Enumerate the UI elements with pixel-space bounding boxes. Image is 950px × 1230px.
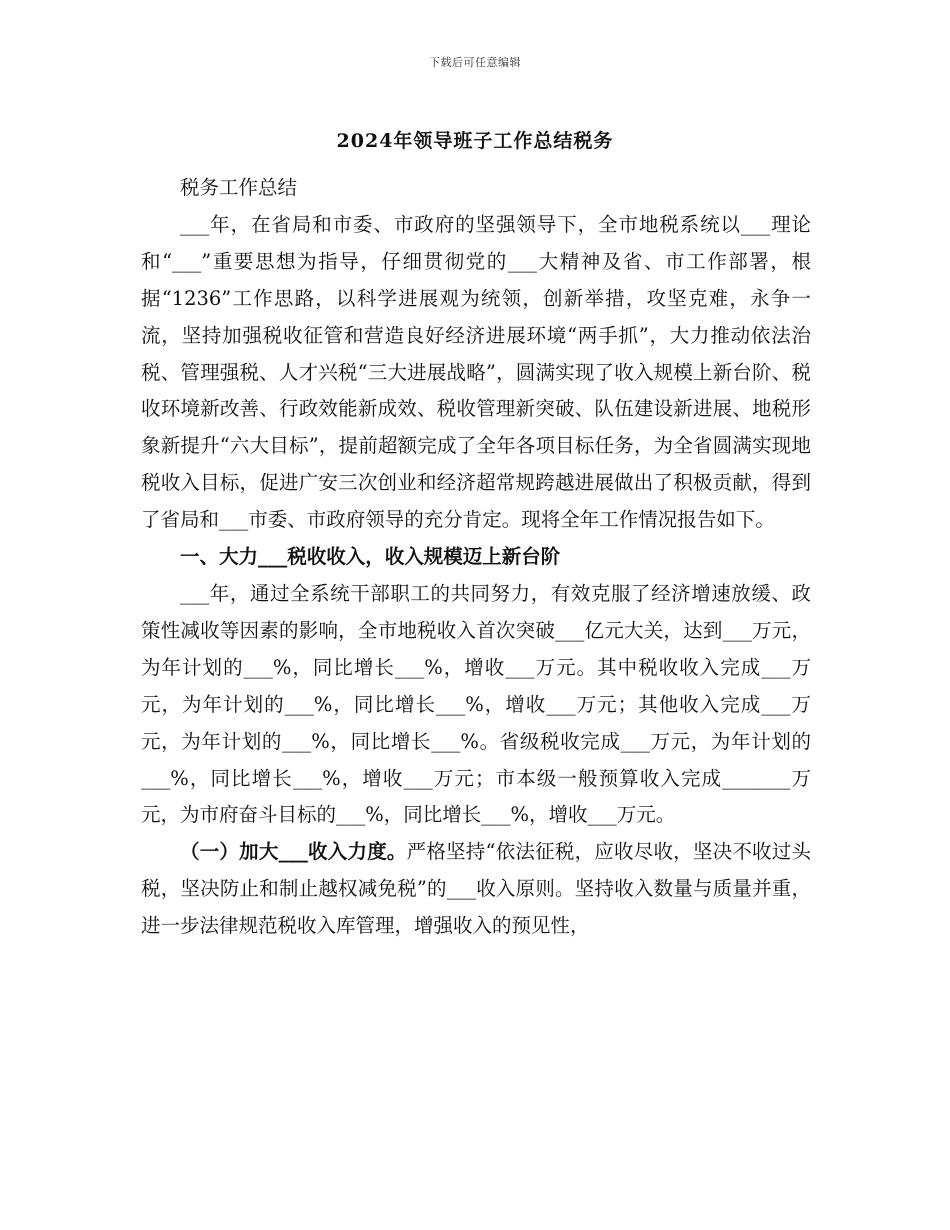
document-subtitle: 税务工作总结 bbox=[180, 176, 298, 199]
subsection-1-paragraph bbox=[141, 834, 811, 945]
document-body bbox=[141, 170, 811, 945]
intro-paragraph: ___年，在省局和市委、市政府的坚强领导下，全市地税系统以___理论和“___”重要思想为指导，仔细贯彻党的___大精神及省、市工作部署，根据“1236”工作思路，以科学进展观为统领，创新举措，攻坚克难，永争一流，坚持加强税收征管和营造良好经济进展环境“两手抓”，大力推动依法治税、管理强税、人才兴税“三大进展战略”，圆满实现了收入规模上新台阶、税收环境新改善、行政效能新成效、税收管理新突破、队伍建设新进展、地税形象新提升“六大目标”，提前超额完成了全年各项目标任务，为全省圆满实现地税收入目标，促进广安三次创业和经济超常规跨越进展做出了积极贡献，得到了省局和___市委、市政府领导的充分肯定。现将全年工作情况报告如下。 bbox=[141, 212, 811, 532]
section-1-paragraph: ___年，通过全系统干部职工的共同努力，有效克服了经济增速放缓、政策性减收等因素的影响，全市地税收入首次突破___亿元大关，达到___万元，为年计划的___%，同比增长___%，增收___万元。其中税收收入完成___万元，为年计划的___%，同比增长___%，增收___万元；其他收入完成___万元，为年计划的___%，同比增长___%。省级税收完成___万元，为年计划的___%，同比增长___%，增收___万元；市本级一般预算收入完成_______万元，为市府奋斗目标的___%，同比增长___%，增收___万元。 bbox=[141, 581, 811, 827]
section-1-heading: 一、大力___税收收入，收入规模迈上新台阶 bbox=[180, 545, 561, 569]
subsection-1-heading: （一）加大___收入力度。 bbox=[180, 840, 407, 864]
document-title: 2024年领导班子工作总结税务 bbox=[336, 130, 614, 152]
subsection-1-body: 严格坚持“依法征税，应收尽收，坚决不收过头税，坚决防止和制止越权减免税”的___收入原则。坚持收入数量与质量并重，进一步法律规范税收入库管理，增强收入的预见性， bbox=[141, 840, 811, 938]
header-note: 下载后可任意编辑 bbox=[429, 56, 521, 69]
